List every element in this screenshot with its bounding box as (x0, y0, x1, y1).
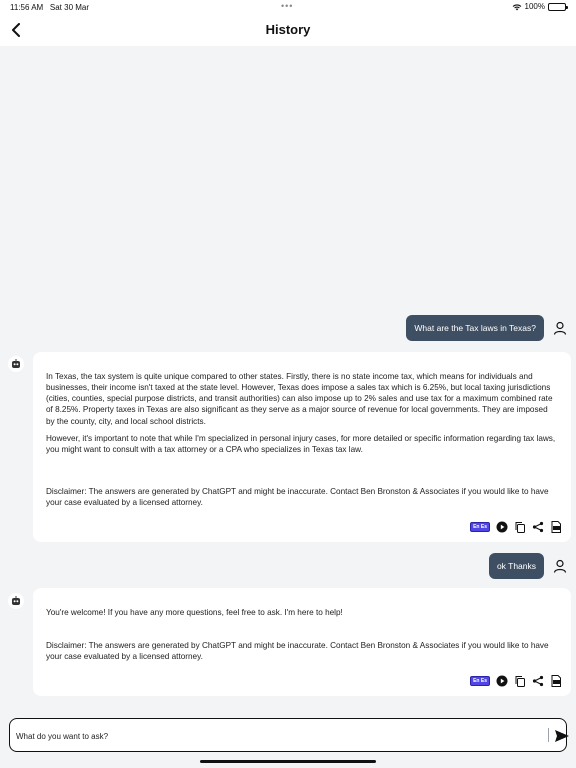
copy-button[interactable] (514, 675, 526, 687)
pdf-button[interactable] (550, 521, 562, 533)
user-message-text: ok Thanks (496, 561, 536, 571)
send-icon (554, 729, 570, 743)
bot-icon (10, 358, 22, 370)
bot-avatar (8, 593, 24, 609)
translate-button[interactable] (470, 522, 490, 533)
user-avatar (544, 559, 576, 573)
user-avatar (544, 321, 576, 335)
pdf-button[interactable] (550, 675, 562, 687)
message-actions (470, 521, 562, 533)
status-bar (0, 0, 576, 14)
user-message (489, 553, 576, 579)
bot-message-paragraph: You're welcome! If you have any more questions, feel free to ask. I'm here to help! (46, 608, 343, 617)
share-icon (532, 675, 544, 687)
user-message-text: What are the Tax laws in Texas? (414, 323, 536, 333)
question-input[interactable] (16, 727, 536, 745)
status-right (512, 2, 566, 11)
battery-percent: 100% (524, 2, 545, 11)
share-icon (532, 521, 544, 533)
page-title: History (265, 22, 311, 37)
share-button[interactable] (532, 521, 544, 533)
bot-message (33, 588, 571, 696)
battery-icon (548, 3, 566, 11)
user-message (406, 315, 576, 341)
bot-avatar (8, 356, 24, 372)
translate-icon: En Es (470, 522, 490, 533)
bot-message-paragraph: In Texas, the tax system is quite unique compared to other states. Firstly, there is no state income tax, which means for individuals and businesses, their income isn't taxed at the state level. However, Texas does impose a sales tax which is 6.25%, but local taxing jurisdictions (cities, counties, special purpose districts, and transit authorities) can also impose up to 2% sales and use tax for a maximum combined rate of 8.25%. Property taxes in Texas are also significant as they serve as a major source of revenue for local governments. They are imposed by the county, city, and local school districts. (46, 372, 553, 426)
pdf-icon (550, 675, 562, 687)
wifi-icon (512, 3, 522, 11)
disclaimer-text: Disclaimer: The answers are generated by ChatGPT and might be inaccurate. Contact Ben Bronston & Associates if you would like to have your case evaluated by a licensed attorney. (46, 487, 549, 508)
pdf-icon (550, 521, 562, 533)
copy-icon (514, 521, 526, 533)
copy-icon (514, 675, 526, 687)
composer-divider (548, 728, 549, 742)
bot-message (33, 352, 571, 542)
chat-history[interactable] (0, 46, 576, 706)
translate-icon: En Es (470, 676, 490, 687)
play-icon (496, 675, 508, 687)
status-time: 11:56 AM Sat 30 Mar (10, 3, 90, 12)
send-button[interactable] (553, 727, 571, 745)
play-icon (496, 521, 508, 533)
play-button[interactable] (496, 521, 508, 533)
user-icon (553, 559, 567, 573)
message-composer (9, 718, 567, 752)
user-bubble (406, 315, 544, 341)
share-button[interactable] (532, 675, 544, 687)
user-icon (553, 321, 567, 335)
multitasking-dots-icon[interactable]: ••• (281, 1, 294, 11)
play-button[interactable] (496, 675, 508, 687)
app-header (0, 14, 576, 46)
message-actions (470, 675, 562, 687)
translate-button[interactable] (470, 676, 490, 687)
user-bubble (489, 553, 544, 579)
bot-icon (10, 595, 22, 607)
bot-message-paragraph: However, it's important to note that while I'm specialized in personal injury cases, for more detailed or specific information regarding tax laws, you might want to consult with a tax attorney or a CPA who specializes in Texas tax law. (46, 433, 556, 454)
copy-button[interactable] (514, 521, 526, 533)
disclaimer-text: Disclaimer: The answers are generated by ChatGPT and might be inaccurate. Contact Ben Bronston & Associates if you would like to have your case evaluated by a licensed attorney. (46, 641, 549, 662)
home-indicator[interactable] (200, 760, 376, 763)
